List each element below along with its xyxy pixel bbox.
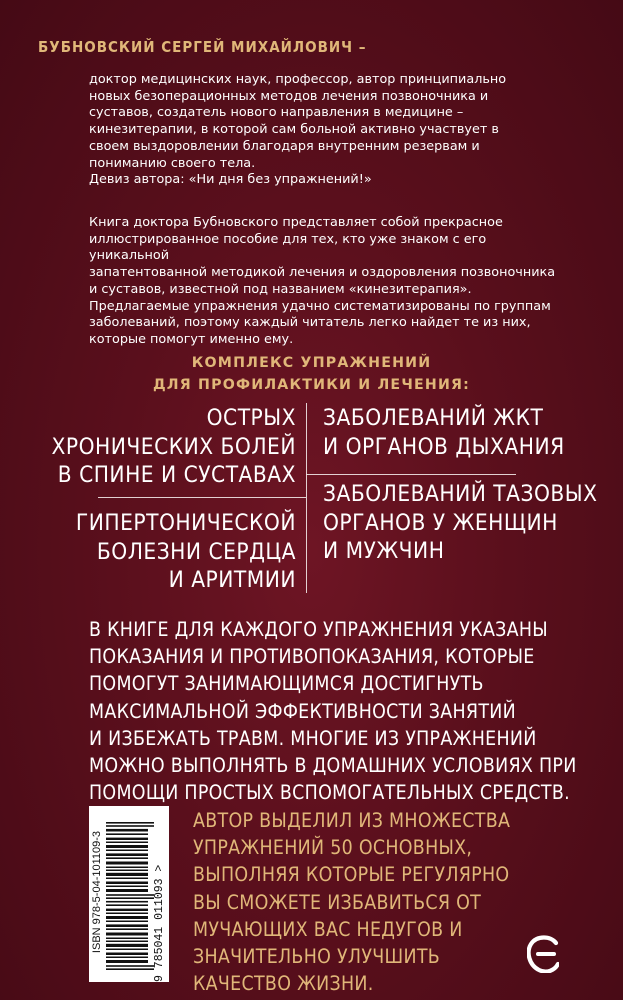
description-line: запатентованной методикой лечения и оздоровления позвоночника — [89, 265, 556, 281]
category-hypertension — [76, 509, 296, 595]
description-line: заболеваний, поэтому каждый читатель легко найдет те из них, — [89, 315, 531, 331]
author-bio — [89, 72, 559, 189]
highlight-line: ЗНАЧИТЕЛЬНО УЛУЧШИТЬ — [193, 945, 441, 969]
category-line: ОСТРЫХ — [206, 405, 296, 431]
barcode-bars-icon — [106, 818, 154, 970]
category-line: БОЛЕЗНИ СЕРДЦА — [96, 538, 296, 565]
book-description — [89, 215, 569, 349]
category-divider-vertical — [306, 403, 307, 593]
feature-line: И ИЗБЕЖАТЬ ТРАВМ. МНОГИЕ ИЗ УПРАЖНЕНИЙ — [89, 726, 537, 750]
heading-line: КОМПЛЕКС УПРАЖНЕНИЙ — [191, 355, 432, 371]
feature-line: ПОМОЩИ ПРОСТЫХ ВСПОМОГАТЕЛЬНЫХ СРЕДСТВ. — [89, 781, 570, 805]
category-line: В СПИНЕ И СУСТАВАХ — [57, 462, 296, 488]
description-line: Предлагаемые упражнения удачно систематизированы по группам — [89, 298, 551, 314]
category-line: И МУЖЧИН — [323, 538, 445, 564]
bio-line: суставов, создатель нового направления в медицине – — [89, 105, 464, 121]
barcode-rotated — [89, 806, 169, 982]
description-line: иллюстрированное пособие для тех, кто уже знаком с его уникальной — [89, 231, 487, 264]
highlight-line: АВТОР ВЫДЕЛИЛ ИЗ МНОЖЕСТВА — [193, 809, 511, 832]
category-line: ХРОНИЧЕСКИХ БОЛЕЙ — [51, 433, 296, 460]
category-line: И АРИТМИИ — [168, 567, 296, 593]
feature-line: МОЖНО ВЫПОЛНЯТЬ В ДОМАШНИХ УСЛОВИЯХ ПРИ — [89, 754, 577, 778]
author-highlight-text — [193, 807, 523, 997]
category-line: И ОРГАНОВ ДЫХАНИЯ — [323, 433, 565, 460]
bio-line: своем выздоровлении благодаря внутренним резервам и — [89, 138, 480, 154]
heading-line: ДЛЯ ПРОФИЛАКТИКИ И ЛЕЧЕНИЯ: — [152, 377, 471, 393]
bio-line: новых безоперационных методов лечения позвоночника и — [89, 88, 489, 104]
highlight-line: ВЫПОЛНЯЯ КОТОРЫЕ РЕГУЛЯРНО — [193, 863, 510, 887]
isbn-barcode — [89, 806, 169, 982]
bio-line: кинезитерапии, в которой сам больной активно участвует в — [89, 122, 499, 138]
description-line: Книга доктора Бубновского представляет собой прекрасное — [89, 215, 503, 230]
barcode-digits: 9 785041 011093 > — [153, 864, 166, 982]
feature-line: ПОКАЗАНИЯ И ПРОТИВОПОКАЗАНИЯ, КОТОРЫЕ — [89, 645, 535, 669]
category-pelvic-organs — [323, 480, 598, 566]
bio-line: доктор медицинских наук, профессор, автор принципиально — [89, 72, 507, 87]
category-gi-respiratory — [323, 404, 565, 461]
highlight-line: КАЧЕСТВО ЖИЗНИ. — [193, 972, 374, 996]
book-features-text — [89, 616, 609, 806]
feature-line: МАКСИМАЛЬНОЙ ЭФФЕКТИВНОСТИ ЗАНЯТИЙ — [89, 699, 516, 723]
category-divider-left — [98, 497, 306, 498]
feature-line: ПОМОГУТ ЗАНИМАЮЩИМСЯ ДОСТИГНУТЬ — [89, 672, 484, 696]
eksmo-logo-icon — [527, 935, 559, 973]
author-name-heading: БУБНОВСКИЙ СЕРГЕЙ МИХАЙЛОВИЧ – — [38, 38, 367, 56]
feature-line: В КНИГЕ ДЛЯ КАЖДОГО УПРАЖНЕНИЯ УКАЗАНЫ — [89, 618, 549, 641]
bio-line: пониманию своего тела. — [89, 155, 256, 171]
description-line: и суставов, известной под названием «кинезитерапия». — [89, 281, 472, 297]
category-divider-right — [306, 474, 516, 475]
description-line: которые помогут именно ему. — [89, 331, 294, 347]
highlight-line: ВЫ СМОЖЕТЕ ИЗБАВИТЬСЯ ОТ — [193, 890, 482, 914]
exercise-complex-heading — [0, 352, 623, 396]
highlight-line: МУЧАЮЩИХ ВАС НЕДУГОВ И — [193, 917, 463, 941]
highlight-line: УПРАЖНЕНИЙ 50 ОСНОВНЫХ, — [193, 836, 473, 860]
author-motto: Девиз автора: «Ни дня без упражнений!» — [89, 172, 372, 188]
category-line: ОРГАНОВ У ЖЕНЩИН — [323, 509, 558, 536]
category-back-joint-pain — [52, 404, 296, 490]
isbn-label: ISBN 978-5-04-101109-3 — [91, 830, 103, 954]
category-line: ЗАБОЛЕВАНИЙ ТАЗОВЫХ — [323, 481, 598, 507]
category-line: ЗАБОЛЕВАНИЙ ЖКТ — [323, 405, 544, 431]
category-line: ГИПЕРТОНИЧЕСКОЙ — [75, 510, 296, 536]
